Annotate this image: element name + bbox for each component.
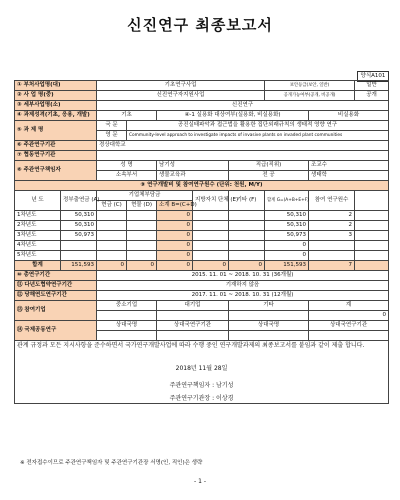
value-org-2	[309, 331, 389, 341]
sum-staff: 7	[309, 261, 355, 271]
value-sum: 0	[309, 311, 389, 321]
budget-cell-kind	[127, 231, 157, 241]
row-project-type	[15, 111, 389, 121]
budget-cell-kind	[127, 221, 157, 231]
label-pi-dept: 소속부서	[97, 171, 157, 181]
budget-cell-staff: 2	[309, 221, 355, 231]
label-public: 공개가능여부(공개, 비공개)	[265, 91, 355, 101]
col-corp-group: 기업체부담금	[97, 191, 193, 201]
head-country-1: 상대국명	[97, 321, 157, 331]
label-ministry-program: ① 부처사업명(대)	[15, 81, 97, 91]
budget-row	[15, 251, 389, 261]
budget-cell-total: 0	[265, 251, 309, 261]
budget-cell-cash	[97, 221, 127, 231]
col-gov: 정부출연금 (A)	[61, 191, 97, 211]
budget-cell-sub: 0	[157, 251, 193, 261]
budget-cell-sub: 0	[157, 231, 193, 241]
budget-cell-local	[193, 231, 229, 241]
value-country-2	[229, 331, 309, 341]
budget-cell-other	[229, 221, 265, 231]
sum-cash: 0	[97, 261, 127, 271]
budget-cell-staff	[309, 251, 355, 261]
col-total: 합계 G=(A+B+E+F)	[265, 191, 309, 211]
budget-row	[15, 231, 389, 241]
budget-cell-total: 50,310	[265, 221, 309, 231]
value-commercialization: 비실용화	[309, 111, 389, 121]
page-number: - 1 -	[194, 478, 206, 485]
budget-cell-local	[193, 241, 229, 251]
label-coop-institution: ⑦ 협동연구기관	[15, 151, 97, 161]
budget-cell-year: 3차년도	[15, 231, 61, 241]
value-current-period: 2017. 11. 01 ~ 2018. 10. 31 (12개월)	[97, 291, 389, 301]
budget-cell-staff	[309, 241, 355, 251]
label-sub-program: ③ 세부사업명(소)	[15, 101, 97, 111]
budget-cell-other	[229, 251, 265, 261]
budget-row	[15, 211, 389, 221]
budget-cell-gov: 50,973	[61, 231, 97, 241]
report-form-table	[14, 80, 389, 404]
col-year: 년 도	[15, 191, 61, 211]
budget-cell-year: 2차년도	[15, 221, 61, 231]
value-pi-major: 생태학	[309, 171, 389, 181]
value-multi-year: 기재하지 않음	[97, 281, 389, 291]
budget-cell-sub: 0	[157, 221, 193, 231]
value-security: 일반	[355, 81, 389, 91]
label-pi-name: 성 명	[97, 161, 157, 171]
col-blank	[355, 191, 389, 211]
row-budget-title	[15, 181, 389, 191]
col-other: 기타 (F)	[229, 191, 265, 211]
row-budget-sum	[15, 261, 389, 271]
value-pi-name: 남기성	[157, 161, 229, 171]
label-project-type: ④ 과제성격(기초, 응용, 개발)	[15, 111, 97, 121]
budget-cell-local	[193, 251, 229, 261]
col-sub: 소계 B=(C+D)	[157, 201, 193, 211]
value-large	[157, 311, 229, 321]
budget-cell-kind	[127, 211, 157, 221]
budget-cell-total: 50,310	[265, 211, 309, 221]
sum-year: 합계	[15, 261, 61, 271]
value-pi-dept: 생물교육과	[157, 171, 229, 181]
budget-cell-kind	[127, 251, 157, 261]
head-etc: 기타	[229, 301, 309, 311]
budget-cell-total: 0	[265, 241, 309, 251]
label-commercialization: ④-1 실용화 대상여부(실용화, 비실용화)	[157, 111, 309, 121]
sum-blank	[355, 261, 389, 271]
label-program: ② 사 업 명(중)	[15, 91, 97, 101]
row-sub-program	[15, 101, 389, 111]
label-title-eng: 영 문	[97, 131, 127, 141]
budget-cell-year: 5차년도	[15, 251, 61, 261]
value-sub-program: 신진연구	[97, 101, 389, 111]
value-public: 공개	[355, 91, 389, 101]
value-title-eng: Community-level approach to investigate impacts of invasive plants on invaded plant communities	[127, 131, 389, 141]
statement-date: 2018년 11월 28일	[175, 365, 228, 372]
label-title-kor: 국 문	[97, 121, 127, 131]
value-project-type: 기초	[97, 111, 157, 121]
budget-cell-cash	[97, 241, 127, 251]
value-ministry-program: 기초연구사업	[97, 81, 265, 91]
head-large: 대기업	[157, 301, 229, 311]
value-coop-institution	[97, 151, 389, 161]
head-sme: 중소기업	[97, 301, 157, 311]
row-pi-name	[15, 161, 389, 171]
statement-inst: 주관연구기관장 : 이상경	[169, 395, 234, 402]
footnote: ※ 전자접수이므로 주관연구책임자 및 주관연구기관장 서명(인, 직인)은 생략	[20, 460, 203, 466]
head-sum: 계	[309, 301, 389, 311]
value-country-1	[97, 331, 157, 341]
budget-cell-blank	[355, 241, 389, 251]
sum-sub: 0	[157, 261, 193, 271]
value-org-1	[157, 331, 229, 341]
value-sme	[97, 311, 157, 321]
budget-cell-other	[229, 241, 265, 251]
value-total-period: 2015. 11. 01 ~ 2018. 10. 31 (36개월)	[97, 271, 389, 281]
budget-cell-kind	[127, 241, 157, 251]
budget-cell-blank	[355, 231, 389, 241]
label-security: 보안등급(보안, 일반)	[265, 81, 355, 91]
col-cash: 현금 (C)	[97, 201, 127, 211]
row-project-title-kor	[15, 121, 389, 131]
statement-box	[15, 341, 389, 404]
label-multi-year: ⑪ 다년도협약연구기간	[15, 281, 97, 291]
row-lead-institution	[15, 141, 389, 151]
budget-cell-sub: 0	[157, 241, 193, 251]
budget-cell-total: 50,973	[265, 231, 309, 241]
budget-cell-gov	[61, 241, 97, 251]
label-pi-major: 전 공	[229, 171, 309, 181]
value-title-kor: 공진실태파악과 접근법을 활용한 집단외래규칙의 생태적 영향 연구	[127, 121, 389, 131]
budget-cell-blank	[355, 221, 389, 231]
label-budget: ⑨ 연구개발비 및 참여연구원수 (단위: 천원, M/Y)	[15, 181, 389, 191]
row-ministry-program	[15, 81, 389, 91]
budget-row	[15, 241, 389, 251]
budget-cell-year: 4차년도	[15, 241, 61, 251]
budget-cell-local	[193, 221, 229, 231]
col-local: 지방자치 단체 (E)	[193, 191, 229, 211]
budget-cell-other	[229, 211, 265, 221]
label-intl: ⑭ 국제공동연구	[15, 321, 97, 341]
col-kind: 현물 (D)	[127, 201, 157, 211]
sum-local: 0	[193, 261, 229, 271]
budget-cell-year: 1차년도	[15, 211, 61, 221]
row-statement	[15, 341, 389, 404]
budget-cell-staff: 3	[309, 231, 355, 241]
form-code: 양식A101	[357, 71, 389, 82]
label-total-period: ⑩ 총연구기간	[15, 271, 97, 281]
label-companies: ⑬ 참여기업	[15, 301, 97, 321]
row-coop-institution	[15, 151, 389, 161]
value-lead-institution: 경상대학교	[97, 141, 389, 151]
sum-other: 0	[229, 261, 265, 271]
budget-cell-staff: 2	[309, 211, 355, 221]
budget-cell-cash	[97, 251, 127, 261]
budget-cell-gov: 50,310	[61, 221, 97, 231]
budget-cell-sub: 0	[157, 211, 193, 221]
statement-text: 관계 규정과 모든 지시사항을 준수하면서 국가연구개발사업에 따라 수행 중인 연구개발과제의 최종보고서를 붙임과 같이 제출 합니다.	[17, 342, 365, 349]
sum-kind: 0	[127, 261, 157, 271]
budget-cell-cash	[97, 231, 127, 241]
row-companies-head	[15, 301, 389, 311]
sum-total: 151,593	[265, 261, 309, 271]
label-project-title: ⑤ 과 제 명	[15, 121, 97, 141]
head-country-2: 상대국명	[229, 321, 309, 331]
row-intl-head	[15, 321, 389, 331]
row-current-period	[15, 291, 389, 301]
label-pi: ⑧ 주관연구책임자	[15, 161, 97, 181]
budget-cell-local	[193, 211, 229, 221]
page-title: 신진연구 최종보고서	[127, 16, 273, 34]
head-org-2: 상대국연구기관	[309, 321, 389, 331]
budget-cell-blank	[355, 211, 389, 221]
sum-gov: 151,593	[61, 261, 97, 271]
head-org-1: 상대국연구기관	[157, 321, 229, 331]
row-program	[15, 91, 389, 101]
value-etc	[229, 311, 309, 321]
budget-row	[15, 221, 389, 231]
label-pi-position: 직급(직위)	[229, 161, 309, 171]
value-program: 신진연구자지원사업	[97, 91, 265, 101]
row-total-period	[15, 271, 389, 281]
budget-cell-gov	[61, 251, 97, 261]
label-current-period: ⑫ 당해연도연구기간	[15, 291, 97, 301]
budget-cell-other	[229, 231, 265, 241]
value-pi-position: 조교수	[309, 161, 389, 171]
col-staff: 참여 연구원수	[309, 191, 355, 211]
budget-cell-gov: 50,310	[61, 211, 97, 221]
row-multi-year	[15, 281, 389, 291]
budget-cell-cash	[97, 211, 127, 221]
row-budget-header-1	[15, 191, 389, 201]
label-lead-institution: ⑥ 주관연구기관	[15, 141, 97, 151]
statement-pi: 주관연구책임자 : 남기성	[169, 382, 234, 389]
budget-cell-blank	[355, 251, 389, 261]
